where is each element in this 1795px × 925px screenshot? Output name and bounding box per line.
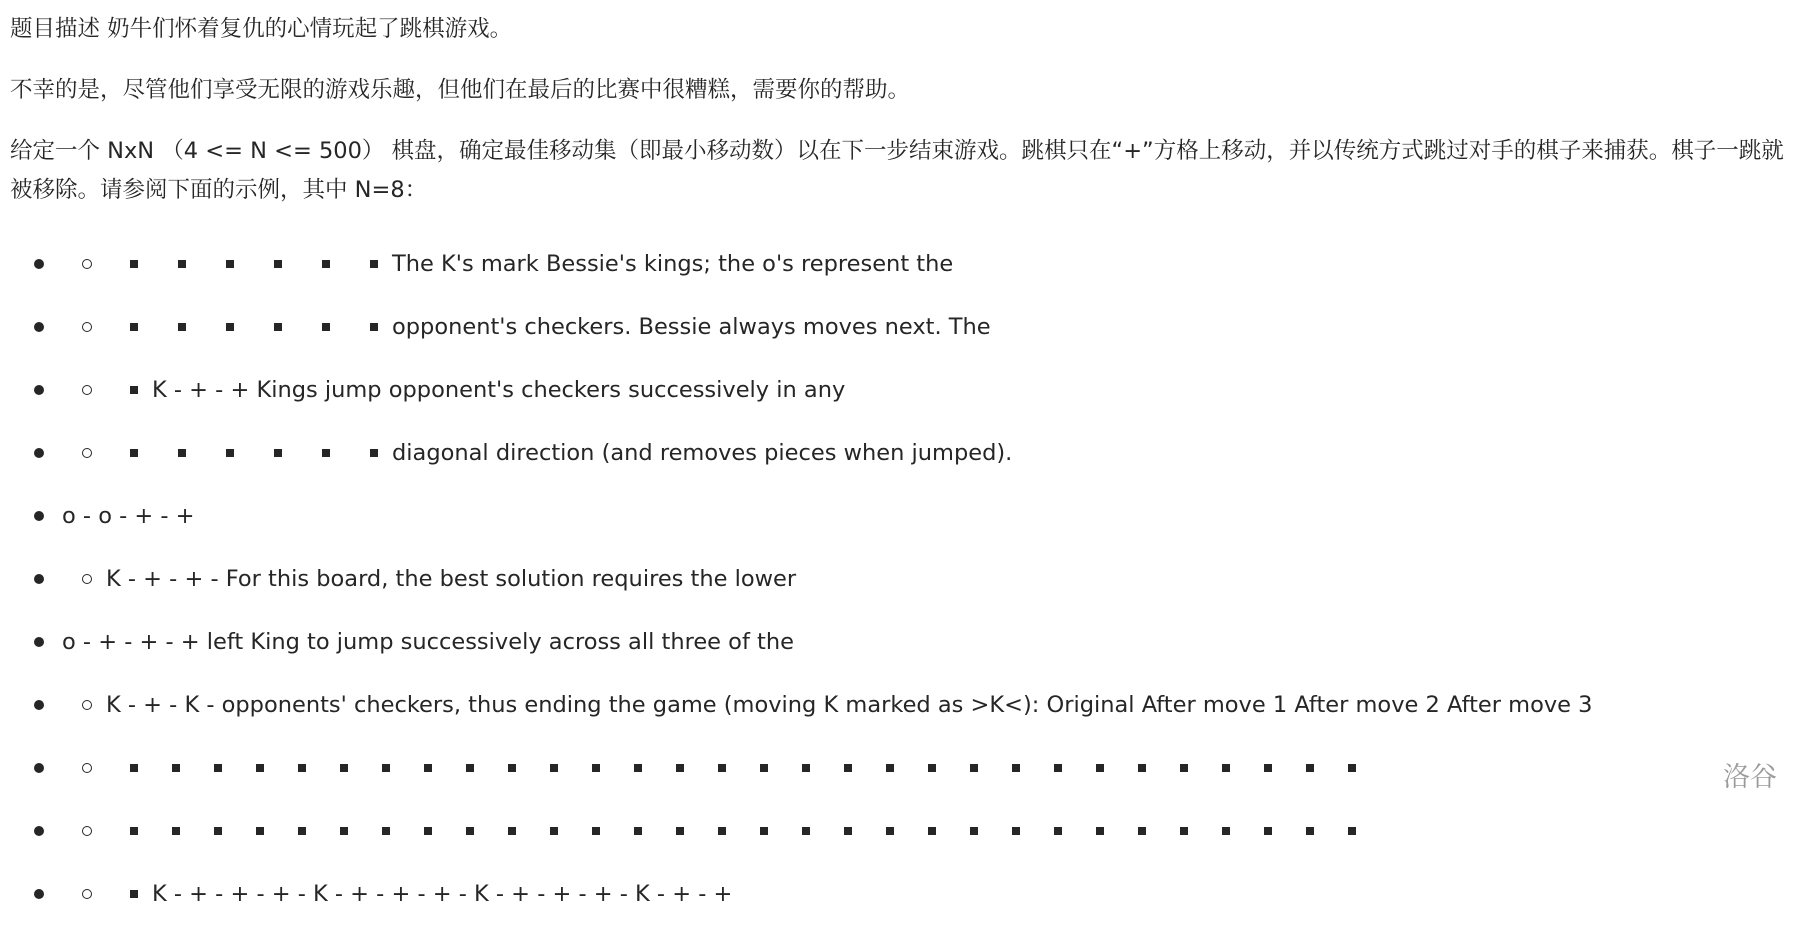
bullet-square-icon [592,827,600,835]
bullet-square-icon [382,764,390,772]
list-item [10,547,1790,610]
list-item-content [58,673,1592,736]
list-item-content [58,736,1390,799]
bullet-square-icon [550,764,558,772]
site-watermark: 洛谷 [1723,762,1777,793]
list-item-text: o - o - + - + [62,502,195,529]
list-item-text: opponent's checkers. Bessie always moves next. The [392,313,991,340]
problem-description: 题目描述 奶牛们怀着复仇的心情玩起了跳棋游戏。 [10,16,513,42]
bullet-square-icon [130,449,138,457]
bullet-disc-icon [34,637,44,647]
bullet-square-icon [802,827,810,835]
bullet-square-icon [1054,764,1062,772]
bullet-circle-icon [82,259,92,269]
bullet-square-icon [130,260,138,268]
bullet-square-icon [760,827,768,835]
bullet-square-icon [1054,827,1062,835]
list-item-content [58,358,845,421]
bullet-circle-icon [82,448,92,458]
bullet-square-icon [214,764,222,772]
problem-paragraph-2: 不幸的是，尽管他们享受无限的游戏乐趣，但他们在最后的比赛中很糟糕，需要你的帮助。 [10,77,911,103]
list-item-text: K - + - + - + - K - + - + - + - K - + - + - + - K - + - + [152,880,733,907]
bullet-square-icon [214,827,222,835]
bullet-square-icon [802,764,810,772]
bullet-square-icon [508,764,516,772]
bullet-square-icon [370,323,378,331]
bullet-circle-icon [82,385,92,395]
bullet-square-icon [466,764,474,772]
bullet-square-icon [172,764,180,772]
bullet-square-icon [1180,827,1188,835]
bullet-square-icon [970,764,978,772]
bullet-square-icon [676,827,684,835]
list-item [10,295,1790,358]
list-item-text: K - + - + - For this board, the best solution requires the lower [106,565,797,592]
bullet-disc-icon [34,322,44,332]
bullet-square-icon [178,260,186,268]
bullet-square-icon [424,764,432,772]
bullet-circle-icon [82,574,92,584]
bullet-square-icon [340,764,348,772]
bullet-square-icon [1096,764,1104,772]
bullet-square-icon [370,260,378,268]
bullet-square-icon [382,827,390,835]
bullet-square-icon [718,764,726,772]
bullet-square-icon [130,386,138,394]
bullet-square-icon [1348,827,1356,835]
list-item-content [58,862,732,925]
bullet-circle-icon [82,889,92,899]
bullet-square-icon [886,827,894,835]
bullet-disc-icon [34,826,44,836]
bullet-square-icon [550,827,558,835]
bullet-disc-icon [34,448,44,458]
bullet-square-icon [340,827,348,835]
list-item-text: o - + - + - + left King to jump successively across all three of the [62,628,794,655]
bullet-square-icon [226,449,234,457]
list-item [10,358,1790,421]
bullet-square-icon [274,260,282,268]
bullet-square-icon [1012,764,1020,772]
bullet-square-icon [676,764,684,772]
list-item [10,421,1790,484]
bullet-disc-icon [34,511,44,521]
bullet-square-icon [970,827,978,835]
bullet-square-icon [760,764,768,772]
bullet-square-icon [274,323,282,331]
bullet-square-icon [130,323,138,331]
list-item-content [62,610,794,673]
bullet-square-icon [370,449,378,457]
bullet-circle-icon [82,763,92,773]
list-item [10,799,1790,862]
list-item [10,484,1790,547]
bullet-square-icon [298,764,306,772]
bullet-circle-icon [82,700,92,710]
bullet-square-icon [466,827,474,835]
bullet-square-icon [178,323,186,331]
bullet-square-icon [928,827,936,835]
bullet-square-icon [1264,764,1272,772]
bullet-square-icon [1222,827,1230,835]
list-item [10,673,1790,736]
bullet-square-icon [1180,764,1188,772]
bullet-square-icon [256,764,264,772]
bullet-disc-icon [34,259,44,269]
bullet-circle-icon [82,322,92,332]
list-item-content [58,547,796,610]
bullet-disc-icon [34,763,44,773]
bullet-square-icon [844,764,852,772]
bullet-circle-icon [82,826,92,836]
bullet-square-icon [256,827,264,835]
bullet-square-icon [1096,827,1104,835]
bullet-disc-icon [34,385,44,395]
bullet-square-icon [322,323,330,331]
list-item-content [62,484,195,547]
problem-paragraph-3: 给定一个 NxN （4 <= N <= 500） 棋盘，确定最佳移动集（即最小移动数）以在下一步结束游戏。跳棋只在“+”方格上移动，并以传统方式跳过对手的棋子来捕获。棋子一跳就被移除。请参阅下面的示例，其中 N=8： [10,138,1784,203]
bullet-square-icon [1222,764,1230,772]
bullet-square-icon [130,890,138,898]
list-item-content [58,295,991,358]
list-item [10,862,1790,925]
list-item [10,610,1790,673]
bullet-square-icon [172,827,180,835]
bullet-square-icon [928,764,936,772]
bullet-square-icon [1012,827,1020,835]
bullet-square-icon [178,449,186,457]
bullet-square-icon [718,827,726,835]
bullet-square-icon [508,827,516,835]
bullet-square-icon [1138,764,1146,772]
bullet-square-icon [1264,827,1272,835]
list-item-content [58,421,1012,484]
bullet-square-icon [322,260,330,268]
bullet-square-icon [1306,764,1314,772]
bullet-square-icon [1348,764,1356,772]
bullet-square-icon [634,827,642,835]
list-item-text: The K's mark Bessie's kings; the o's represent the [392,250,954,277]
bullet-square-icon [130,764,138,772]
bullet-square-icon [424,827,432,835]
list-item [10,736,1790,799]
bullet-square-icon [886,764,894,772]
bullet-square-icon [634,764,642,772]
bullet-square-icon [1138,827,1146,835]
problem-content [10,0,1790,925]
bullet-disc-icon [34,700,44,710]
list-item-content [58,232,953,295]
list-item-text: diagonal direction (and removes pieces when jumped). [392,439,1013,466]
bullet-square-icon [298,827,306,835]
bullet-square-icon [844,827,852,835]
bullet-square-icon [274,449,282,457]
list-item [10,232,1790,295]
list-item-content [58,799,1390,862]
bullet-square-icon [226,323,234,331]
bullet-square-icon [322,449,330,457]
bullet-square-icon [130,827,138,835]
bullet-square-icon [592,764,600,772]
bullet-square-icon [226,260,234,268]
list-item-text: K - + - K - opponents' checkers, thus ending the game (moving K marked as >K<): Original After move 1 After move 2 After move 3 [106,691,1593,718]
bullet-disc-icon [34,574,44,584]
bullet-disc-icon [34,889,44,899]
example-list [10,232,1790,925]
list-item-text: K - + - + Kings jump opponent's checkers successively in any [152,376,846,403]
bullet-square-icon [1306,827,1314,835]
